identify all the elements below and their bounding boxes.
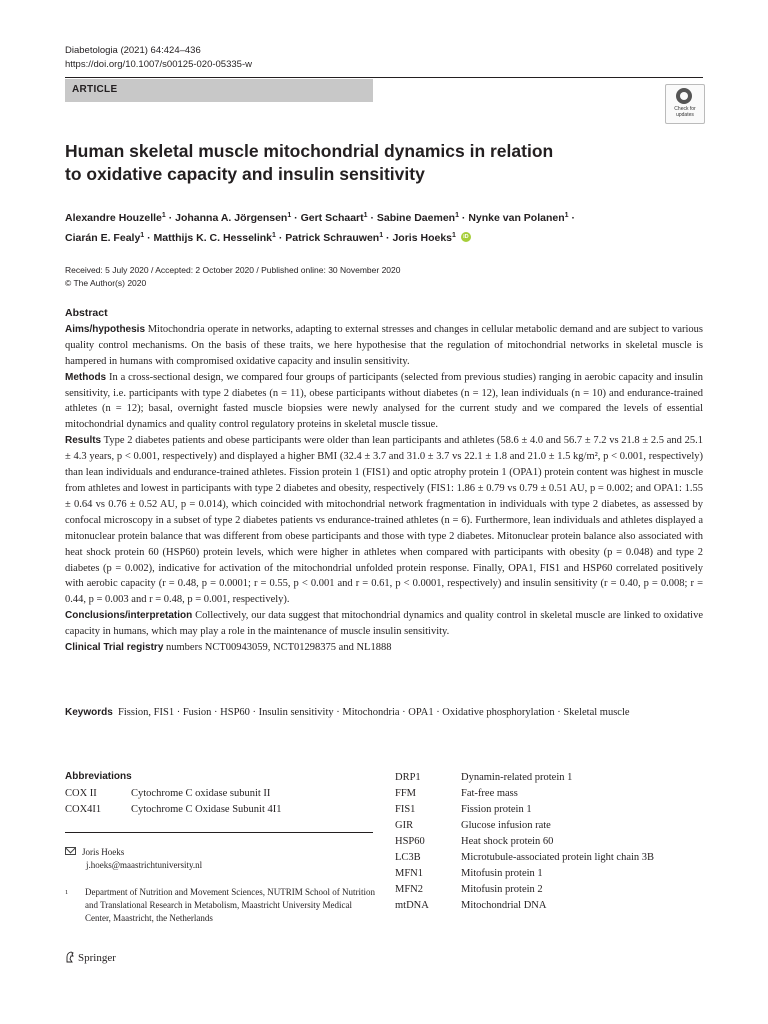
abstract-results: Results Type 2 diabetes patients and obese participants were older than lean participants and athletes (58.6 ± 4.0 and 56.7 ± 7.2 vs 21.8 ± 2.5 and 25.1 ± 4.3 years, p < 0.001, respectively) and displayed a higher BMI (32.4 ± 3.7 and 31.0 ± 3.7 vs 22.1 ± 1.8 and 21.0 ± 1.5 kg/m², p < 0.001, respectively) than lean individuals and endurance-trained athletes. Fission protein 1 (FIS1) and optic atrophy protein 1 (OPA1) protein content was highest in muscle from athletes and lowest in participants with type 2 diabetes and obesity, respectively (FIS1: 1.86 ± 0.79 vs 0.79 ± 0.51 AU, p = 0.002; and OPA1: 1.55 ± 0.64 vs 0.76 ± 0.52 AU, p = 0.014), which coincided with mitochondrial network fragmentation in individuals with type 2 diabetes, as assessed by confocal microscopy in a subset of type 2 diabetes patients vs endurance-trained athletes (n = 6). Furthermore, lean individuals and athletes displayed a mitonuclear protein balance that was different from obese participants and those with type 2 diabetes. Mitonuclear protein balance also associated with heat shock protein 60 (HSP60) protein levels, which were higher in athletes when compared with participants with obesity (p = 0.048) and type 2 diabetes (p = 0.002), indicative for activation of the mitochondrial unfolded protein response. Finally, OPA1, FIS1 and HSP60 correlated positively with aerobic capacity (r = 0.48, p = 0.0001; r = 0.55, p < 0.001 and r = 0.61, p < 0.0001, respectively) and insulin sensitivity (r = 0.40, p = 0.008; r = 0.44, p = 0.003 and r = 0.48, p = 0.001, respectively). (65, 435, 703, 606)
abbreviation-row: mtDNA Mitochondrial DNA (395, 900, 547, 911)
author[interactable]: Nynke van Polanen$^1$ (468, 212, 569, 224)
correspondence (65, 846, 202, 872)
author[interactable]: Ciarán E. Fealy$^1$ (65, 232, 145, 244)
abstract (65, 306, 703, 656)
abstract-aims: Aims/hypothesis Mitochondria operate in networks, adapting to external stresses and changes in cellular metabolic demand and are subject to various quality control mechanisms. On the basis of these traits, we here hypothesise that the regulation of mitochondrial networks in skeletal muscle is hampered in humans with compromised oxidative capacity and insulin sensitivity. (65, 323, 704, 367)
abbreviation-row: HSP60 Heat shock protein 60 (395, 836, 554, 847)
author-line-1: Alexandre Houzelle$^1$ · Johanna A. Jörgensen$^1$ · Gert Schaart$^1$ · Sabine Daemen$^1$ · Nynke van Polanen$^1$ · (65, 212, 575, 224)
author[interactable]: Matthijs K. C. Hesselink$^1$ (153, 232, 276, 244)
abstract-trial-registry: Clinical Trial registry numbers NCT00943059, NCT01298375 and NL1888 (65, 642, 392, 654)
publisher-name: Springer (78, 952, 116, 964)
envelope-icon (65, 847, 76, 855)
abbreviation-row: GIR Glucose infusion rate (395, 820, 551, 831)
author-line-2: Ciarán E. Fealy$^1$ · Matthijs K. C. Hesselink$^1$ · Patrick Schrauwen$^1$ · Joris Hoeks$^1$ iD (65, 227, 705, 247)
abstract-heading: Abstract (65, 307, 108, 319)
correspondence-name: Joris Hoeks (82, 847, 125, 857)
orcid-icon[interactable] (461, 232, 471, 242)
abbreviation-row: MFN1 Mitofusin protein 1 (395, 868, 543, 879)
abbreviation-row: FIS1 Fission protein 1 (395, 804, 532, 815)
check-for-updates-badge[interactable]: Check for updates (665, 84, 705, 124)
abstract-conclusions: Conclusions/interpretation Collectively, our data suggest that mitochondrial dynamics and quality control in skeletal muscle are linked to oxidative capacity in humans, which may play a role in the maintenance of muscle insulin sensitivity. (65, 610, 704, 638)
abbreviations-right (395, 770, 654, 914)
footnote-divider (65, 832, 373, 833)
abbreviation-row: LC3B Microtubule-associated protein light chain 3B (395, 852, 655, 863)
header-divider (65, 77, 703, 78)
author[interactable]: Gert Schaart$^1$ (300, 212, 368, 224)
abbreviations-left (65, 786, 282, 818)
abbreviations-heading: Abbreviations (65, 771, 132, 782)
publication-dates: Received: 5 July 2020 / Accepted: 2 October 2020 / Published online: 30 November 2020 © The Author(s) 2020 (65, 265, 401, 288)
author-list (65, 207, 705, 247)
author[interactable]: Johanna A. Jörgensen$^1$ (175, 212, 292, 224)
author[interactable]: Sabine Daemen$^1$ (376, 212, 459, 224)
abbreviation-row: DRP1 Dynamin-related protein 1 (395, 772, 573, 783)
doi-link[interactable]: https://doi.org/10.1007/s00125-020-05335-w (65, 59, 252, 70)
article-type-label: ARTICLE (65, 79, 373, 102)
abbreviation-row: MFN2 Mitofusin protein 2 (395, 884, 543, 895)
author[interactable]: Alexandre Houzelle$^1$ (65, 212, 166, 224)
article-title: Human skeletal muscle mitochondrial dynamics in relation to oxidative capacity and insulin sensitivity (65, 141, 554, 184)
crossmark-icon (676, 88, 692, 104)
author[interactable]: Patrick Schrauwen$^1$ (285, 232, 384, 244)
affiliation (65, 886, 375, 925)
keywords-text: Fission, FIS1 · Fusion · HSP60 · Insulin sensitivity · Mitochondria · OPA1 · Oxidative phosphorylation · Skeletal muscle (118, 707, 630, 718)
journal-citation: Diabetologia (2021) 64:424–436 (65, 45, 201, 56)
affiliation-text: Department of Nutrition and Movement Sciences, NUTRIM School of Nutrition and Translational Research in Metabolism, Maastricht University Medical Center, Maastricht, the Netherlands (85, 887, 375, 923)
springer-horse-icon (65, 951, 75, 963)
journal-header (65, 44, 252, 72)
keywords (65, 705, 703, 721)
author[interactable]: Joris Hoeks$^1$ (392, 232, 456, 244)
affiliation-number: 1 (65, 889, 69, 896)
keywords-label: Keywords (65, 707, 113, 718)
abbreviation-row: COX4I1 Cytochrome C Oxidase Subunit 4I1 (65, 804, 282, 815)
abbreviation-row: FFM Fat-free mass (395, 788, 518, 799)
correspondence-email[interactable]: j.hoeks@maastrichtuniversity.nl (86, 860, 203, 870)
abbreviation-row: COX II Cytochrome C oxidase subunit II (65, 788, 271, 799)
publisher-logo (65, 951, 116, 964)
abstract-methods: Methods In a cross-sectional design, we compared four groups of participants (selected from previous studies) ranging in aerobic capacity and insulin sensitivity, i.e. participants with type 2 diabetes (n = 11), obese participants without diabetes (n = 12), lean individuals (n = 10) and endurance-trained athletes (n = 12); basal, overnight fasted muscle biopsies were newly analysed for the current study and we compared the levels of essential mitochondrial dynamics and quality control regulatory proteins in skeletal muscle tissue. (65, 371, 703, 431)
